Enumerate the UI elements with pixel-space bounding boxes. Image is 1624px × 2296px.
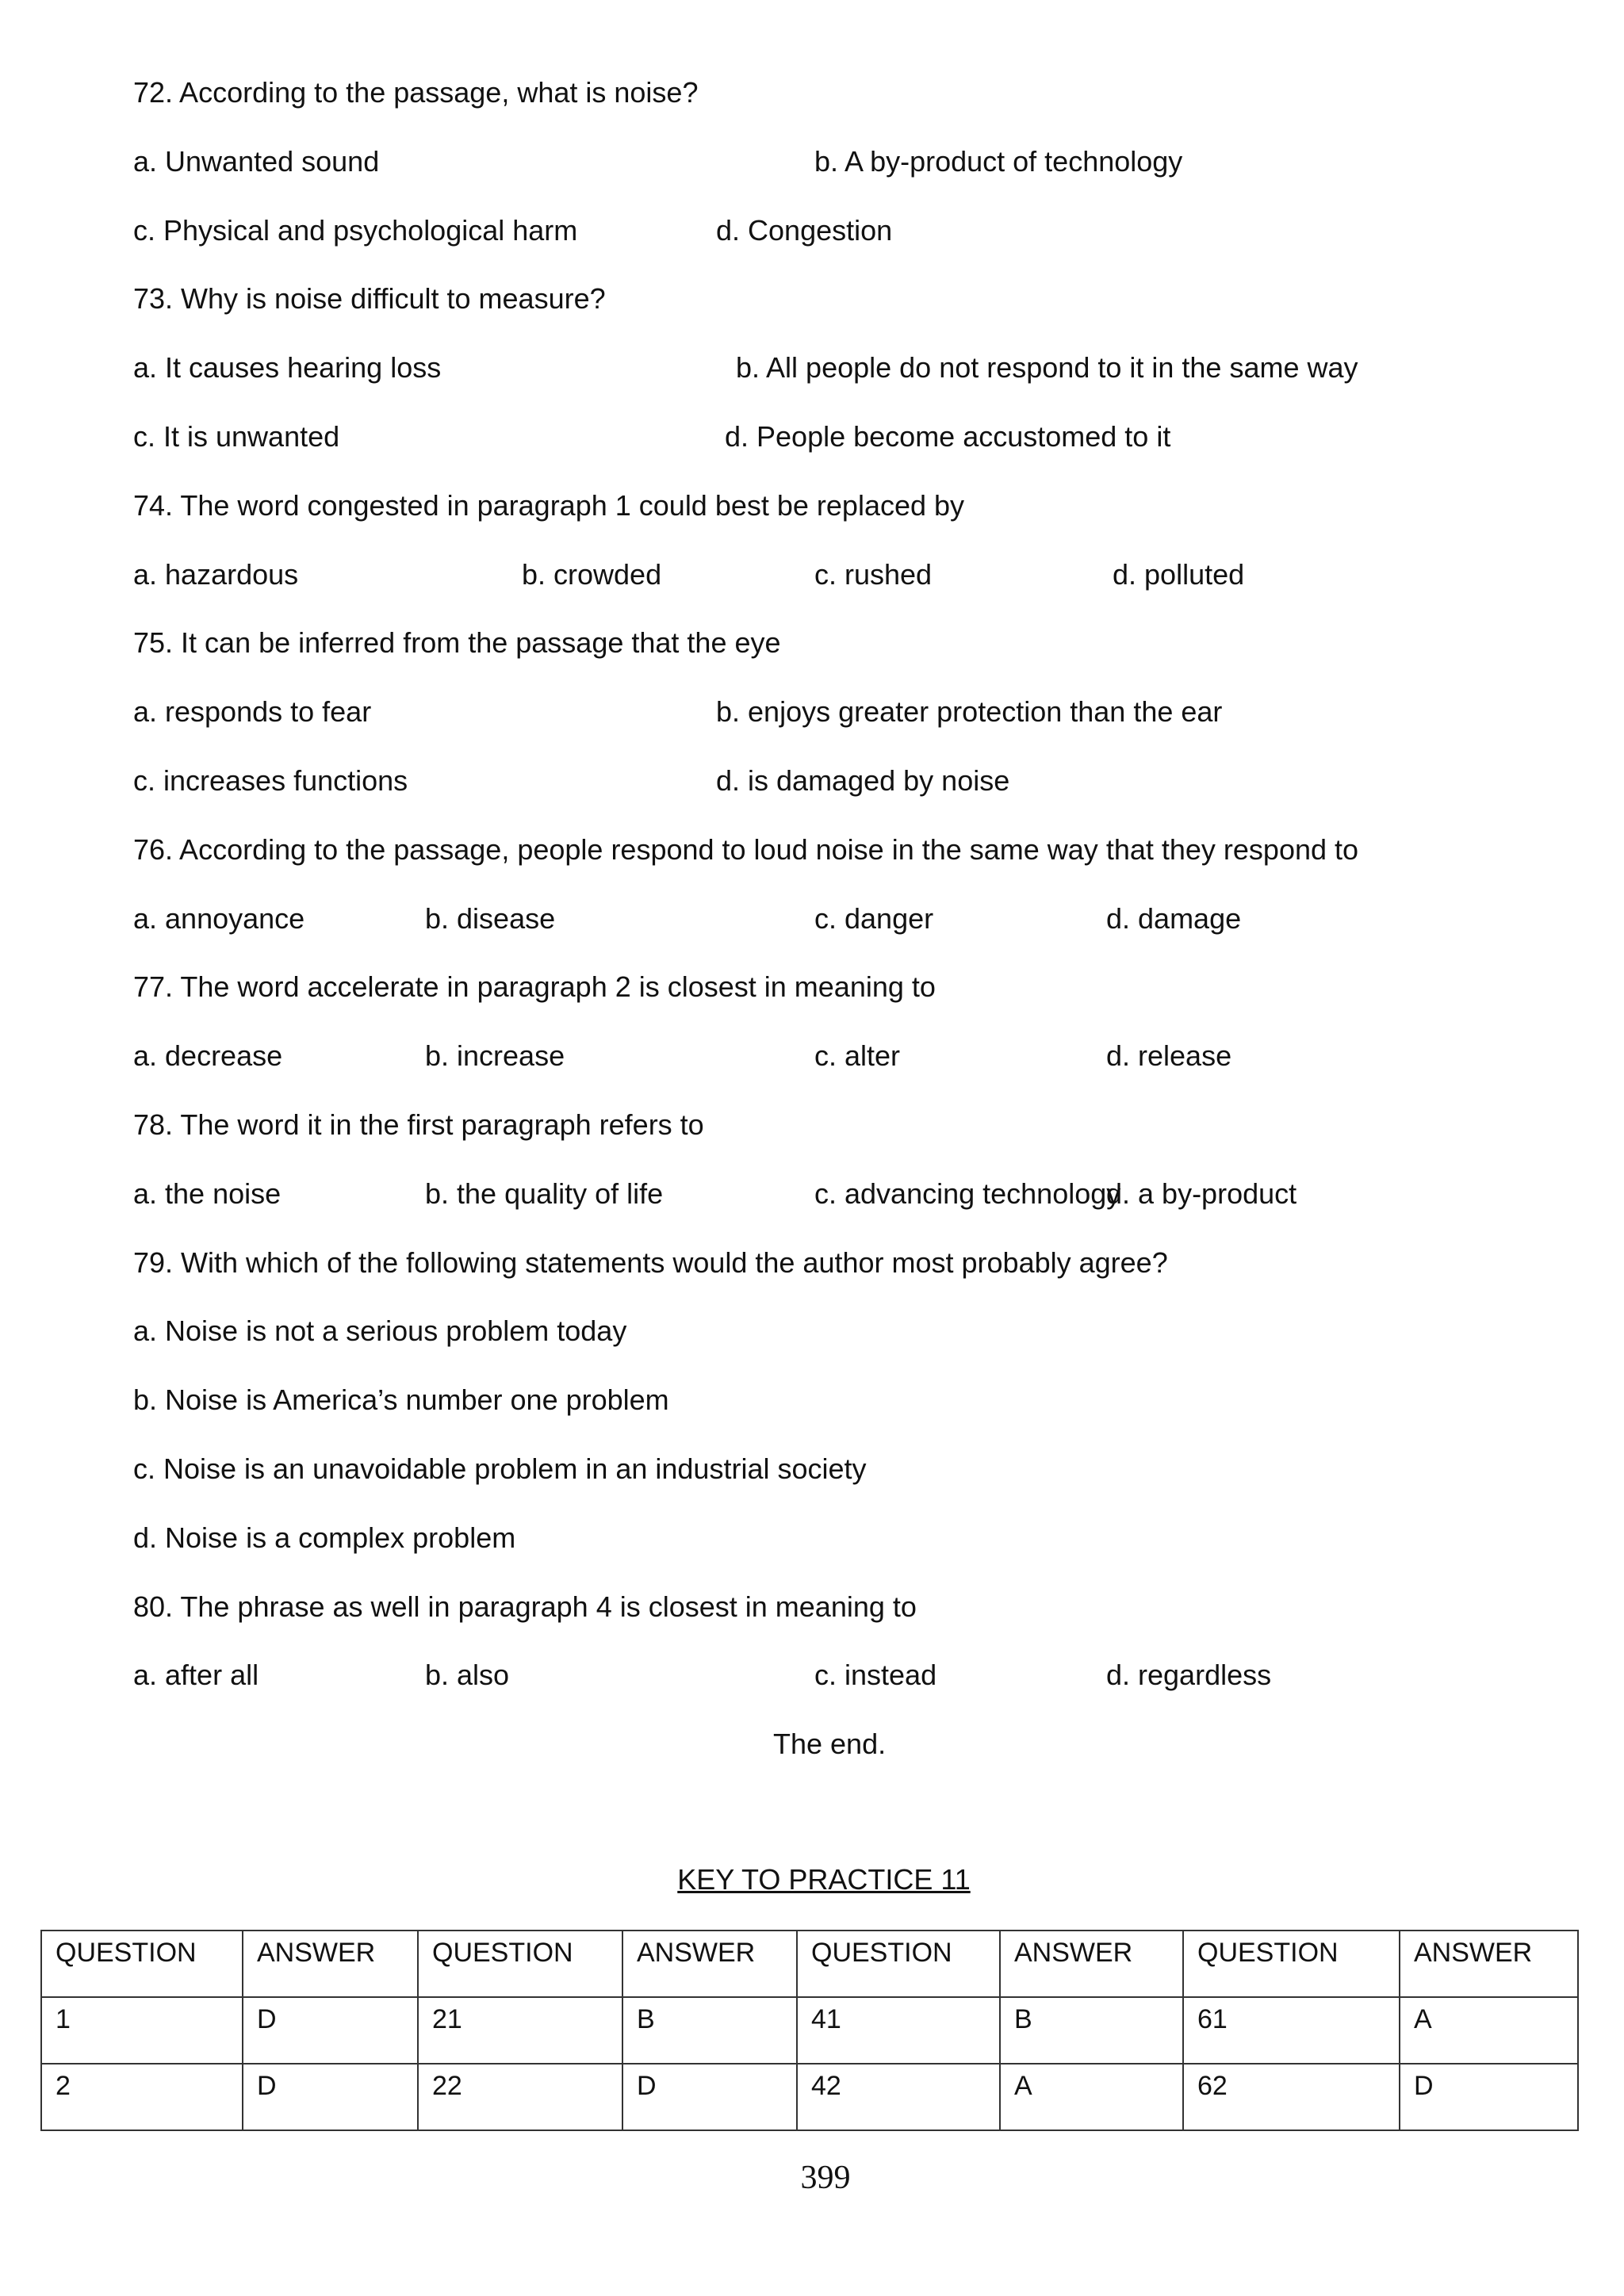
answer-option: c. Noise is an unavoidable problem in an industrial society — [133, 1452, 867, 1485]
table-header-cell: QUESTION — [41, 1931, 243, 1997]
answer-option: a. Noise is not a serious problem today — [133, 1314, 627, 1348]
table-header-cell: QUESTION — [797, 1931, 1000, 1997]
answer-option: b. A by-product of technology — [814, 144, 1183, 178]
answer-option: c. rushed — [814, 557, 933, 591]
answer-option: a. decrease — [133, 1039, 283, 1073]
answer-option: b. disease — [425, 901, 556, 935]
question-stem: 75. It can be inferred from the passage that the eye — [133, 626, 781, 660]
table-cell: 2 — [41, 2064, 243, 2130]
answer-option: c. increases functions — [133, 764, 408, 797]
answer-option: c. advancing technology — [814, 1177, 1121, 1210]
table-cell: 21 — [418, 1997, 622, 2064]
table-row — [41, 2064, 1578, 2130]
table-cell: 61 — [1183, 1997, 1400, 2064]
question-stem: 76. According to the passage, people respond to loud noise in the same way that they respond to — [133, 832, 1359, 866]
question-stem: 74. The word congested in paragraph 1 could best be replaced by — [133, 488, 965, 522]
answer-option: d. is damaged by noise — [716, 764, 1010, 797]
question-stem: 78. The word it in the first paragraph refers to — [133, 1108, 704, 1141]
answer-key-title: KEY TO PRACTICE 11 — [677, 1863, 971, 1896]
table-header-cell: ANSWER — [622, 1931, 797, 1997]
table-header-cell: QUESTION — [418, 1931, 622, 1997]
table-cell: 62 — [1183, 2064, 1400, 2130]
answer-option: c. instead — [814, 1659, 937, 1692]
question-stem: 72. According to the passage, what is noise? — [133, 76, 699, 109]
question-stem: 79. With which of the following statements would the author most probably agree? — [133, 1246, 1168, 1279]
answer-option: b. Noise is America’s number one problem — [133, 1383, 669, 1417]
answer-option: c. Physical and psychological harm — [133, 213, 578, 247]
answer-option: c. It is unwanted — [133, 420, 340, 453]
table-cell: 41 — [797, 1997, 1000, 2064]
table-header-cell: QUESTION — [1183, 1931, 1400, 1997]
table-header-row — [41, 1931, 1578, 1997]
table-cell: D — [243, 1997, 418, 2064]
table-cell: D — [1400, 2064, 1578, 2130]
answer-option: d. damage — [1106, 901, 1242, 935]
answer-option: a. responds to fear — [133, 695, 372, 729]
answer-option: b. also — [425, 1659, 510, 1692]
answer-option: b. increase — [425, 1039, 565, 1073]
answer-option: b. the quality of life — [425, 1177, 664, 1210]
answer-option: d. Noise is a complex problem — [133, 1521, 516, 1554]
table-cell: B — [622, 1997, 797, 2064]
table-cell: 22 — [418, 2064, 622, 2130]
page-number: 399 — [800, 2160, 851, 2196]
answer-option: b. enjoys greater protection than the ear — [716, 695, 1223, 729]
question-stem: 73. Why is noise difficult to measure? — [133, 282, 606, 316]
answer-option: d. polluted — [1113, 557, 1245, 591]
answer-option: c. alter — [814, 1039, 901, 1073]
table-cell: A — [1400, 1997, 1578, 2064]
table-cell: D — [243, 2064, 418, 2130]
table-cell: 1 — [41, 1997, 243, 2064]
question-stem: 80. The phrase as well in paragraph 4 is closest in meaning to — [133, 1590, 917, 1623]
answer-option: d. Congestion — [716, 213, 893, 247]
table-header-cell: ANSWER — [243, 1931, 418, 1997]
answer-option: d. release — [1106, 1039, 1232, 1073]
table-header-cell: ANSWER — [1400, 1931, 1578, 1997]
answer-option: a. annoyance — [133, 901, 305, 935]
table-cell: D — [622, 2064, 797, 2130]
answer-key-table — [40, 1930, 1579, 2131]
answer-option: a. hazardous — [133, 557, 299, 591]
table-cell: A — [1000, 2064, 1183, 2130]
answer-option: a. after all — [133, 1659, 259, 1692]
answer-option: d. a by-product — [1106, 1177, 1297, 1210]
table-cell: 42 — [797, 2064, 1000, 2130]
answer-option: a. It causes hearing loss — [133, 351, 442, 385]
question-stem: 77. The word accelerate in paragraph 2 is closest in meaning to — [133, 970, 936, 1004]
answer-option: b. crowded — [522, 557, 662, 591]
table-row — [41, 1997, 1578, 2064]
table-header-cell: ANSWER — [1000, 1931, 1183, 1997]
answer-option: c. danger — [814, 901, 934, 935]
answer-option: b. All people do not respond to it in the same way — [736, 351, 1358, 385]
end-text: The end. — [773, 1728, 887, 1761]
answer-option: d. regardless — [1106, 1659, 1272, 1692]
answer-option: d. People become accustomed to it — [725, 420, 1171, 453]
answer-option: a. Unwanted sound — [133, 144, 380, 178]
answer-option: a. the noise — [133, 1177, 282, 1210]
table-cell: B — [1000, 1997, 1183, 2064]
